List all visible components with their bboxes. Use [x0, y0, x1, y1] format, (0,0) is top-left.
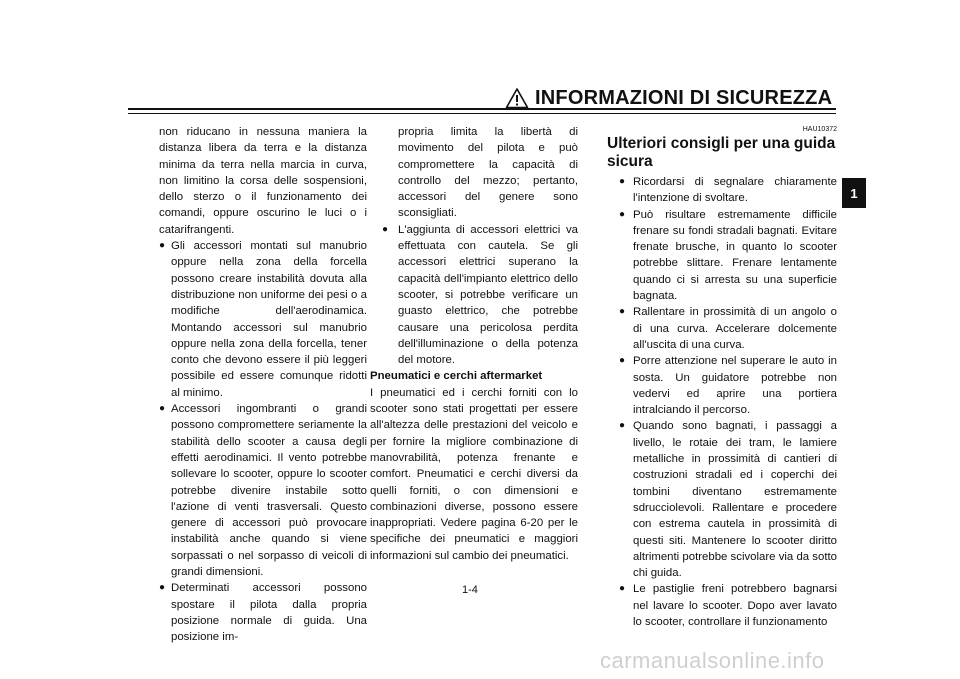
list-item: ● Può risultare estremamente difficile frenare su fondi stradali bagnati. Evitare frenate brusche, in quanto lo scooter potrebbe slittare. Frenare lentamente quando ci si arresta su una superficie bagnata. [619, 208, 837, 303]
list-item: ● Ricordarsi di segnalare chiaramente l'intenzione di svoltare. [619, 176, 837, 205]
bullet-icon: ● [159, 240, 166, 252]
bullet-icon: ● [382, 223, 389, 235]
list-item: ● Rallentare in prossimità di un angolo o di una curva. Accelerare dolcemente all'uscita di una curva. [619, 306, 837, 351]
bullet-icon: ● [159, 582, 166, 594]
page-title: INFORMAZIONI DI SICUREZZA [535, 86, 833, 109]
column-left [159, 124, 367, 646]
subheading-tyres: Pneumatici e cerchi aftermarket [370, 370, 543, 383]
list-item: ● Quando sono bagnati, i passaggi a livello, le rotaie dei tram, le lamiere metalliche in prossimità di cantieri di costruzioni stradali ed i coperchi dei tombini diventano estremamente sdrucciolevoli. Rallentare e procedere con estrema cautela in prossimità di questi siti. Mantenere lo scooter diritto altrimenti potrebbe scivolare via da sotto chi guida. [619, 420, 837, 580]
section-title: Ulteriori consigli per una guida sicura [607, 135, 836, 170]
warning-triangle-icon [505, 87, 529, 109]
header-rule-thick [128, 108, 836, 110]
bullet-icon: ● [619, 208, 626, 220]
intro-paragraph: non riducano in nessuna maniera la distanza libera da terra e la distanza minima da terra nella marcia in curva, non limitino la corsa delle sospensioni, dello sterzo o il funzionamento dei comandi, oppure oscurino le luci o i catarifrangenti. [159, 126, 367, 236]
watermark: carmanualsonline.info [600, 648, 825, 673]
bullet-icon: ● [619, 176, 626, 187]
list-item: ● Determinati accessori possono spostare il pilota dalla propria posizione normale di guida. Una posizione im- [159, 582, 367, 644]
list-item: ● Accessori ingombranti o grandi possono compromettere seriamente la stabilità dello scooter a causa degli effetti aerodinamici. Il vento potrebbe sollevare lo scooter, oppure lo scooter potrebbe divenire instabile sotto l'azione di venti trasversali. Questo genere di accessori può provocare instabilità anche quando si viene sorpassati o nel sorpasso di veicoli di grandi dimensioni. [159, 403, 367, 579]
column-right [607, 124, 837, 630]
bullet-icon: ● [159, 403, 166, 415]
header-rule-thin [128, 113, 836, 114]
column-middle [370, 124, 578, 564]
bullet-icon: ● [619, 306, 626, 318]
section-code: HAU10372 [802, 126, 837, 133]
list-item: ● Porre attenzione nel superare le auto in sosta. Un guidatore potrebbe non vedervi ed aprire una portiera intralciando il percorso. [619, 355, 837, 417]
continuation-text: propria limita la libertà di movimento del pilota e può compromettere la capacità di controllo del mezzo; pertanto, accessori del genere sono sconsigliati. [398, 126, 578, 220]
list-item: ● Gli accessori montati sul manubrio oppure nella zona della forcella possono creare instabilità dovuta alla distribuzione non uniforme dei pesi o a modifiche dell'aerodinamica. Montando accessori sul manubrio oppure nella zona della forcella, tener conto che devono essere il più leggeri possibile ed essere comunque ridotti al minimo. [159, 240, 367, 399]
list-item: ● Le pastiglie freni potrebbero bagnarsi nel lavare lo scooter. Dopo aver lavato lo scooter, controllare il funzionamento [619, 583, 837, 629]
bullet-icon: ● [619, 355, 626, 367]
page-number: 1-4 [462, 584, 478, 596]
bullet-icon: ● [619, 583, 626, 595]
tyres-paragraph: I pneumatici ed i cerchi forniti con lo scooter sono stati progettati per essere all'altezza delle prestazioni del veicolo e per fornire la migliore combinazione di manovrabilità, potenza frenante e comfort. Pneumatici e cerchi diversi da quelli forniti, o con dimensioni e combinazioni diverse, possono essere inappropriati. Vedere pagina 6-20 per le specifiche dei pneumatici e maggiori informazioni sul cambio dei pneumatici. [370, 386, 578, 562]
bullet-icon: ● [619, 420, 626, 432]
chapter-tab[interactable]: 1 [842, 178, 866, 208]
list-item: ● L'aggiunta di accessori elettrici va effettuata con cautela. Se gli accessori elettrici superano la capacità dell'impianto elettrico dello scooter, si potrebbe verificare un guasto elettrico, che potrebbe causare una pericolosa perdita dell'illuminazione o della potenza del motore. [382, 223, 578, 367]
